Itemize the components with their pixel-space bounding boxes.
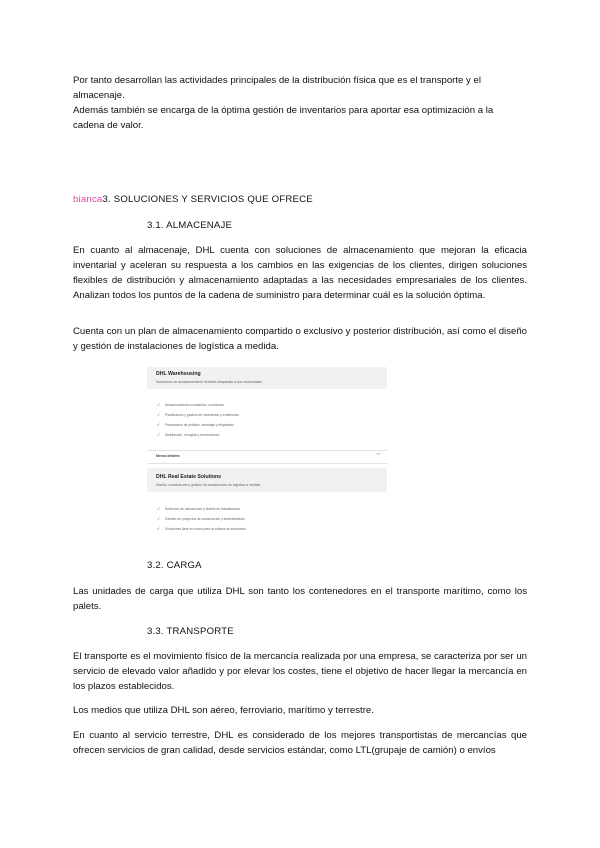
intro-paragraph-2: Además también se encarga de la óptima gestión de inventarios para aportar esa optimización a la cadena de valor. <box>73 105 494 131</box>
almacenaje-heading: 3.1. ALMACENAJE <box>147 220 233 231</box>
chevron-down-icon[interactable]: ⌵ <box>376 451 381 457</box>
check-icon: ✓ <box>157 506 161 511</box>
check-icon: ✓ <box>157 422 161 427</box>
divider <box>147 463 387 464</box>
dhl-services-image <box>147 367 391 543</box>
check-icon: ✓ <box>157 412 161 417</box>
check-icon: ✓ <box>157 516 161 521</box>
section-heading <box>73 193 313 207</box>
almacenaje-paragraph-1: En cuanto al almacenaje, DHL cuenta con soluciones de almacenamiento que mejoran la eficacia inventarial y aceleran su respuesta a los cambios en las exigencias de los clientes, dirigen soluciones flexibles de distribución y almacenamiento adaptadas a las necesidades empresariales de los clientes. Analizan todos los puntos de la cadena de suministro para determinar cuál es la solución óptima. <box>73 245 527 301</box>
realestate-subtitle: Diseño, construcción y gestión de instalaciones de logística a medida <box>156 483 261 487</box>
carga-heading: 3.2. CARGA <box>147 560 202 571</box>
almacenaje-paragraph-2: Cuenta con un plan de almacenamiento compartido o exclusivo y posterior distribución, así como el diseño y gestión de instalaciones de logística a medida. <box>73 326 527 352</box>
warehousing-item: ✓ Distribución, recogida y devoluciones <box>157 432 220 437</box>
warehousing-item: ✓ Almacenamiento compartido o exclusivo <box>157 402 225 407</box>
check-icon: ✓ <box>157 402 161 407</box>
warehousing-header <box>147 367 387 389</box>
check-icon: ✓ <box>157 526 161 531</box>
warehousing-subtitle: Soluciones de almacenamiento flexibles adaptadas a sus necesidades <box>156 380 263 384</box>
transporte-paragraph-3: En cuanto al servicio terrestre, DHL es considerado de los mejores transportistas de mercancías que ofrecen servicios de gran calidad, desde servicios estándar, como LTL(grupaje de camión) o envíos <box>73 730 527 756</box>
warehousing-item: ✓ Preparación de pedidos, embalaje y etiquetado <box>157 422 234 427</box>
warehousing-item: ✓ Planificación y gestión de inventarios y existencias <box>157 412 239 417</box>
check-icon: ✓ <box>157 432 161 437</box>
section-heading-title: 3. SOLUCIONES Y SERVICIOS QUE OFRECE <box>102 194 313 205</box>
realestate-title: DHL Real Estate Solutions <box>156 474 222 480</box>
section-heading-prefix: bianca <box>73 194 103 205</box>
carga-paragraph: Las unidades de carga que utiliza DHL son tanto los contenedores en el transporte marítimo, como los palets. <box>73 586 527 612</box>
realestate-item: ✓ Soluciones llave en mano para la cadena de suministro <box>157 526 246 531</box>
less-details-toggle[interactable]: Menos detalles <box>156 454 180 458</box>
realestate-item: ✓ Gestión de proyectos de construcción y arrendamiento <box>157 516 245 521</box>
transporte-heading: 3.3. TRANSPORTE <box>147 626 234 637</box>
warehousing-title: DHL Warehousing <box>156 371 201 377</box>
transporte-paragraph-1: El transporte es el movimiento físico de la mercancía realizada por una empresa, se caracteriza por ser un servicio de elevado valor añadido y por elevar los costes, tiene el objetivo de hacer llegar la mercancía en los plazos establecidos. <box>73 651 527 692</box>
divider <box>147 450 387 451</box>
intro-paragraph-1: Por tanto desarrollan las actividades principales de la distribución física que es el transporte y el almacenaje. <box>73 75 481 101</box>
transporte-paragraph-2: Los medios que utiliza DHL son aéreo, ferroviario, marítimo y terrestre. <box>73 705 374 716</box>
realestate-item: ✓ Selección de ubicaciones y diseño de instalaciones <box>157 506 240 511</box>
realestate-header <box>147 468 387 492</box>
